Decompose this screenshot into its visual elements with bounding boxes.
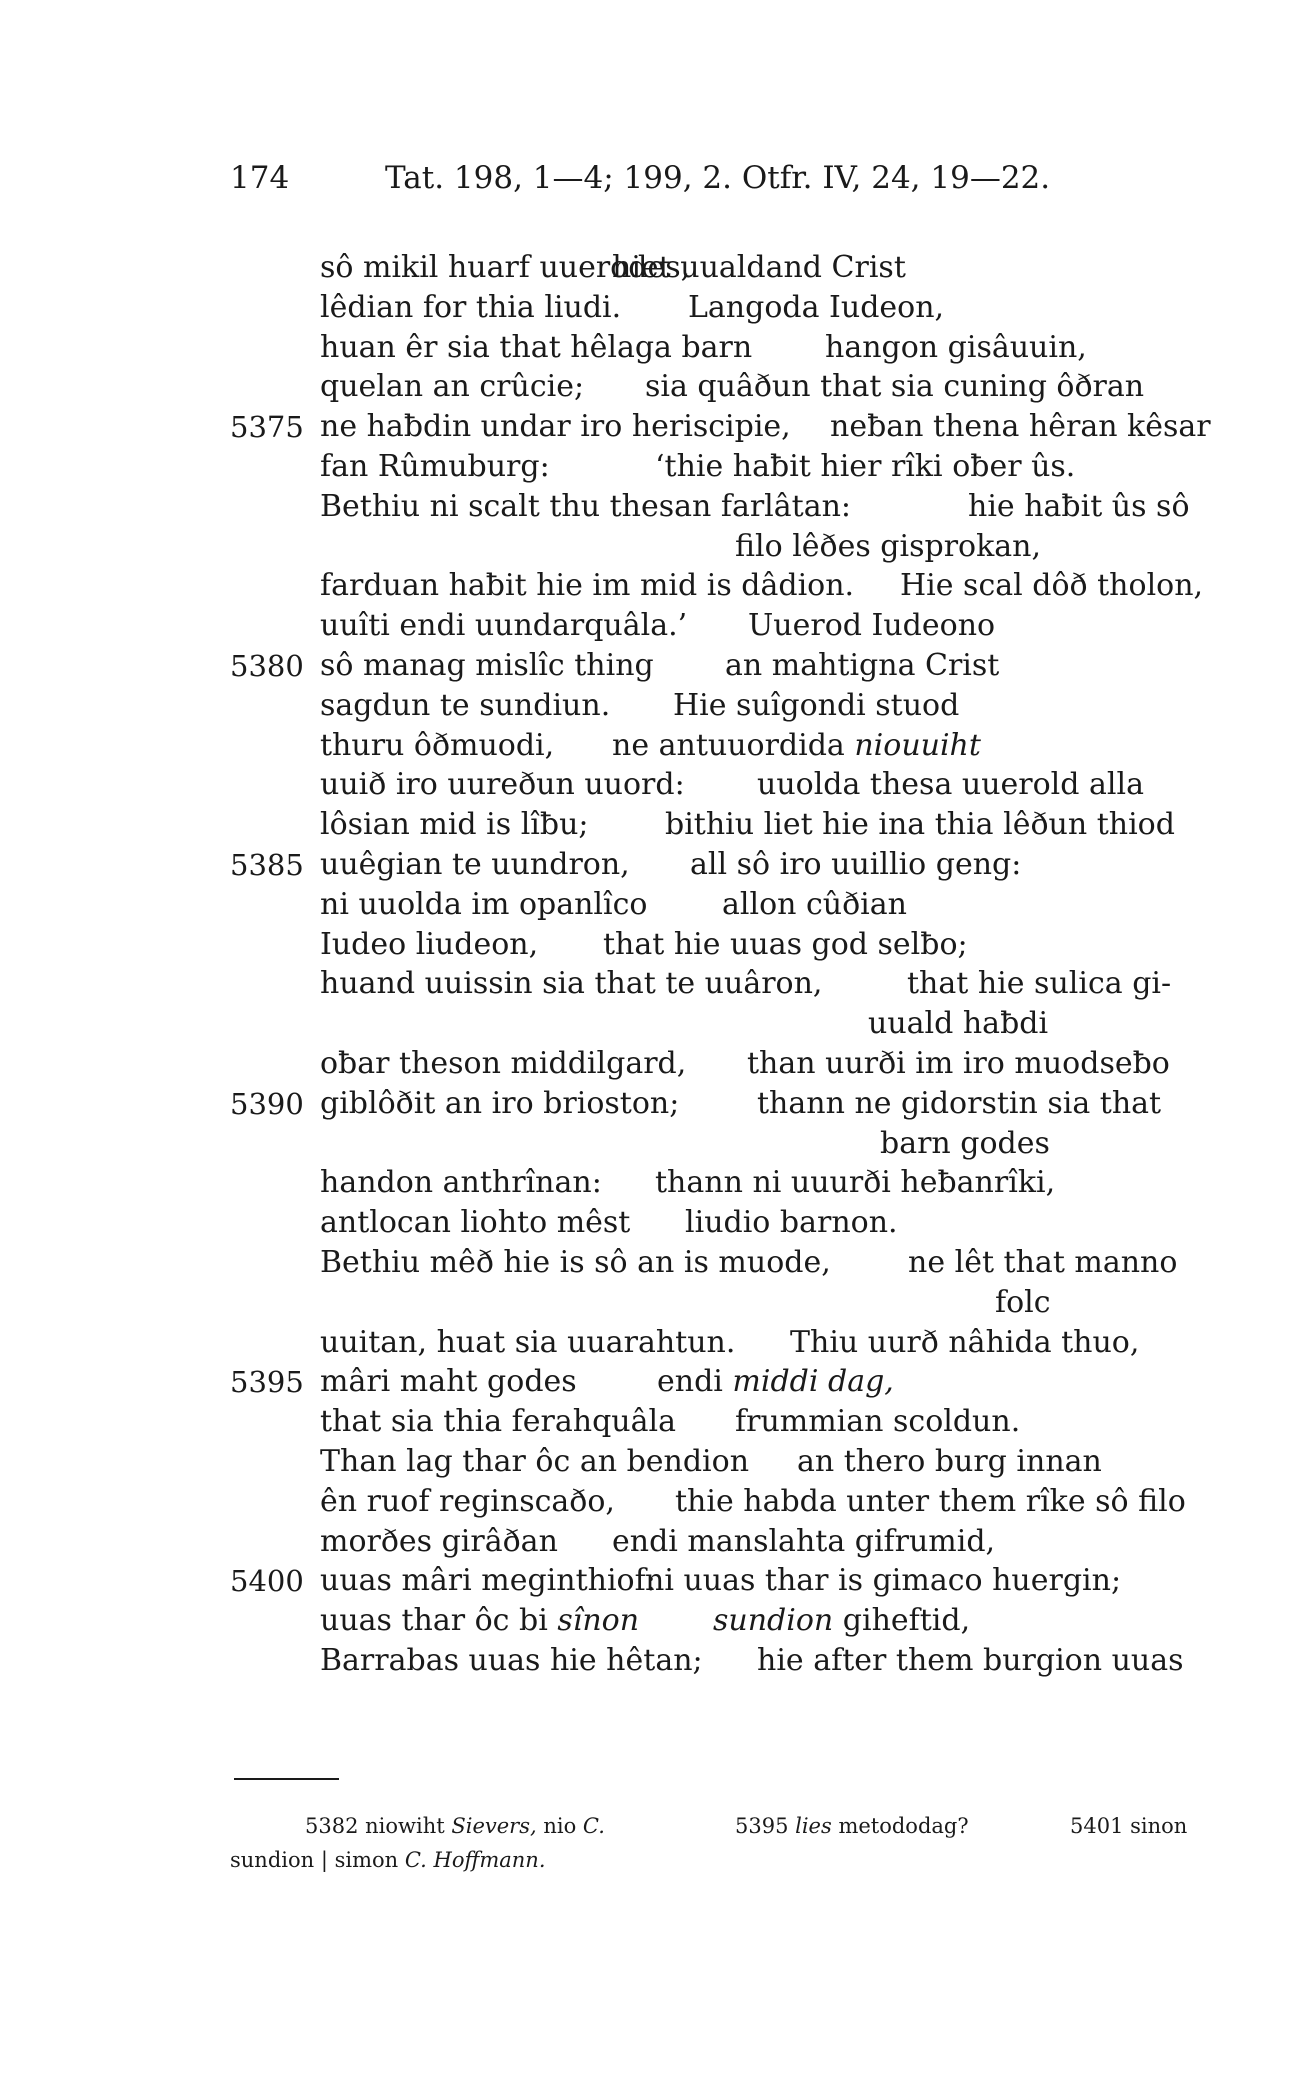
verse-line: [0, 1323, 1300, 1363]
first-half-line: quelan an crûcie;: [320, 369, 585, 405]
first-half-line: Bethiu mêð hie is sô an is muode,: [320, 1245, 831, 1280]
second-half-line: frummian scoldun.: [735, 1404, 1021, 1440]
line-number: 5395: [230, 1365, 304, 1400]
second-half-line: Hie scal dôð tholon,: [900, 568, 1204, 604]
first-half-line: huand uuissin sia that te uuâron,: [320, 966, 823, 1002]
second-half-line: Hie suîgondi stuod: [673, 687, 960, 723]
second-half-line: endi middi dag,: [657, 1364, 894, 1400]
verse-line: [0, 845, 1300, 885]
first-half-line: lôsian mid is lîƀu;: [320, 807, 589, 843]
first-half-line: uuîti endi uundarquâla.’: [320, 608, 688, 644]
verse-line: [0, 1124, 1300, 1164]
second-half-line: uuolda thesa uuerold alla: [757, 767, 1144, 803]
second-half-line: that hie uuas god selƀo;: [603, 926, 968, 962]
verse-line: [0, 1522, 1300, 1562]
second-half-line: all sô iro uuillio geng:: [690, 847, 1022, 882]
verse-line: [0, 407, 1300, 447]
runover-line: barn godes: [880, 1125, 1050, 1161]
first-half-line: handon anthrînan:: [320, 1165, 602, 1201]
verse-line: [0, 328, 1300, 368]
second-half-line: hiet uualdand Crist: [612, 250, 906, 285]
verse-line: [0, 1601, 1300, 1641]
first-half-line: Than lag thar ôc an bendion: [320, 1444, 750, 1479]
verse-line: [0, 885, 1300, 925]
first-half-line: sô manag mislîc thing: [320, 648, 654, 683]
second-half-line: thann ne gidorstin sia that: [757, 1085, 1162, 1121]
first-half-line: ni uuolda im opanlîco: [320, 886, 648, 922]
first-half-line: farduan haƀit hie im mid is dâdion.: [320, 568, 855, 604]
verse-line: [0, 686, 1300, 726]
first-half-line: lêdian for thia liudi.: [320, 289, 622, 325]
verse-line: [0, 765, 1300, 805]
second-half-line: endi manslahta gifrumid,: [612, 1523, 996, 1559]
verse-line: [0, 367, 1300, 407]
verse-line: [0, 646, 1300, 686]
verse-line: [0, 1044, 1300, 1084]
second-half-line: ni uuas thar is gimaco huergin;: [645, 1563, 1122, 1599]
verse-line: [0, 1482, 1300, 1522]
verse-line: [0, 964, 1300, 1004]
footnote-5395: 5395 lies metododag?: [735, 1814, 969, 1838]
first-half-line: oƀar theson middilgard,: [320, 1046, 687, 1081]
second-half-line: Uuerod Iudeono: [748, 608, 996, 644]
first-half-line: that sia thia ferahquâla: [320, 1404, 676, 1440]
second-half-line: neƀan thena hêran kêsar: [830, 409, 1211, 445]
footnote-5401: 5401 sinon: [1070, 1814, 1188, 1838]
verse-line: [0, 248, 1300, 288]
first-half-line: thuru ôðmuodi,: [320, 727, 555, 763]
first-half-line: fan Rûmuburg:: [320, 449, 550, 484]
verse-line: [0, 487, 1300, 527]
second-half-line: than uurði im iro muodseƀo: [747, 1046, 1170, 1081]
footnote-5401-continued: sundion | simon C. Hoffmann.: [230, 1848, 546, 1872]
second-half-line: sundion giheftid,: [713, 1603, 971, 1639]
first-half-line: huan êr sia that hêlaga barn: [320, 329, 753, 365]
verse-line: [0, 726, 1300, 766]
first-half-line: Barrabas uuas hie hêtan;: [320, 1643, 703, 1678]
first-half-line: Iudeo liudeon,: [320, 926, 539, 962]
second-half-line: Langoda Iudeon,: [688, 289, 945, 325]
verse-line: [0, 1243, 1300, 1283]
first-half-line: morðes girâðan: [320, 1523, 558, 1559]
second-half-line: allon cûðian: [722, 886, 907, 922]
verse-line: [0, 1362, 1300, 1402]
verse-line: [0, 925, 1300, 965]
second-half-line: an mahtigna Crist: [725, 648, 1000, 683]
line-number: 5380: [230, 649, 304, 683]
verse-line: [0, 447, 1300, 487]
verse-line: [0, 566, 1300, 606]
first-half-line: mâri maht godes: [320, 1364, 577, 1400]
first-half-line: giblôðit an iro brioston;: [320, 1085, 680, 1121]
first-half-line: uuas mâri meginthiof:: [320, 1563, 656, 1599]
verse-line: [0, 1402, 1300, 1442]
second-half-line: hie after them burgion uuas: [757, 1643, 1184, 1678]
verse-line: [0, 527, 1300, 567]
second-half-line: liudio barnon.: [685, 1205, 898, 1241]
line-number: 5385: [230, 848, 304, 882]
second-half-line: bithiu liet hie ina thia lêðun thiod: [665, 807, 1175, 843]
first-half-line: Bethiu ni scalt thu thesan farlâtan:: [320, 488, 852, 524]
line-number: 5390: [230, 1086, 304, 1121]
footnote-rule: [234, 1778, 339, 1780]
verse-line: [0, 1442, 1300, 1482]
first-half-line: uuið iro uureðun uuord:: [320, 767, 685, 803]
verse-line: [0, 1283, 1300, 1323]
first-half-line: antlocan liohto mêst: [320, 1205, 631, 1241]
verse-line: [0, 1641, 1300, 1681]
footnote-5382: 5382 niowiht Sievers, nio C.: [305, 1814, 605, 1838]
second-half-line: thie habda unter them rîke sô filo: [675, 1483, 1186, 1519]
runover-line: filo lêðes gisprokan,: [735, 528, 1042, 564]
second-half-line: that hie sulica gi-: [907, 966, 1172, 1002]
page-number: 174: [230, 160, 290, 196]
first-half-line: ne haƀdin undar iro heriscipie,: [320, 409, 791, 445]
first-half-line: ên ruof reginscaðo,: [320, 1483, 615, 1519]
line-number: 5375: [230, 410, 304, 445]
second-half-line: hangon gisâuuin,: [825, 329, 1087, 365]
verse-line: [0, 1004, 1300, 1044]
line-number: 5400: [230, 1564, 304, 1599]
verse-line: [0, 805, 1300, 845]
first-half-line: uuas thar ôc bi sînon: [320, 1603, 640, 1639]
source-reference: Tat. 198, 1—4; 199, 2. Otfr. IV, 24, 19—22.: [385, 160, 1051, 196]
second-half-line: ne antuuordida niouuiht: [612, 727, 981, 763]
verse-line: [0, 288, 1300, 328]
verse-line: [0, 1084, 1300, 1124]
verse-line: [0, 606, 1300, 646]
second-half-line: an thero burg innan: [797, 1444, 1102, 1479]
second-half-line: Thiu uurð nâhida thuo,: [790, 1324, 1140, 1360]
runover-line: folc: [995, 1284, 1051, 1320]
second-half-line: thann ni uuurði heƀanrîki,: [655, 1165, 1056, 1201]
first-half-line: uuitan, huat sia uuarahtun.: [320, 1324, 736, 1360]
verse-line: [0, 1163, 1300, 1203]
second-half-line: ‘thie haƀit hier rîki oƀer ûs.: [655, 449, 1076, 484]
second-half-line: hie haƀit ûs sô: [968, 488, 1190, 524]
second-half-line: ne lêt that manno: [908, 1245, 1178, 1280]
runover-line: uuald haƀdi: [868, 1006, 1049, 1042]
second-half-line: sia quâðun that sia cuning ôðran: [645, 369, 1145, 405]
first-half-line: sô mikil huarf uuerodes,: [320, 250, 691, 285]
first-half-line: uuêgian te uundron,: [320, 847, 630, 882]
verse-line: [0, 1203, 1300, 1243]
verse-line: [0, 1561, 1300, 1601]
first-half-line: sagdun te sundiun.: [320, 687, 611, 723]
